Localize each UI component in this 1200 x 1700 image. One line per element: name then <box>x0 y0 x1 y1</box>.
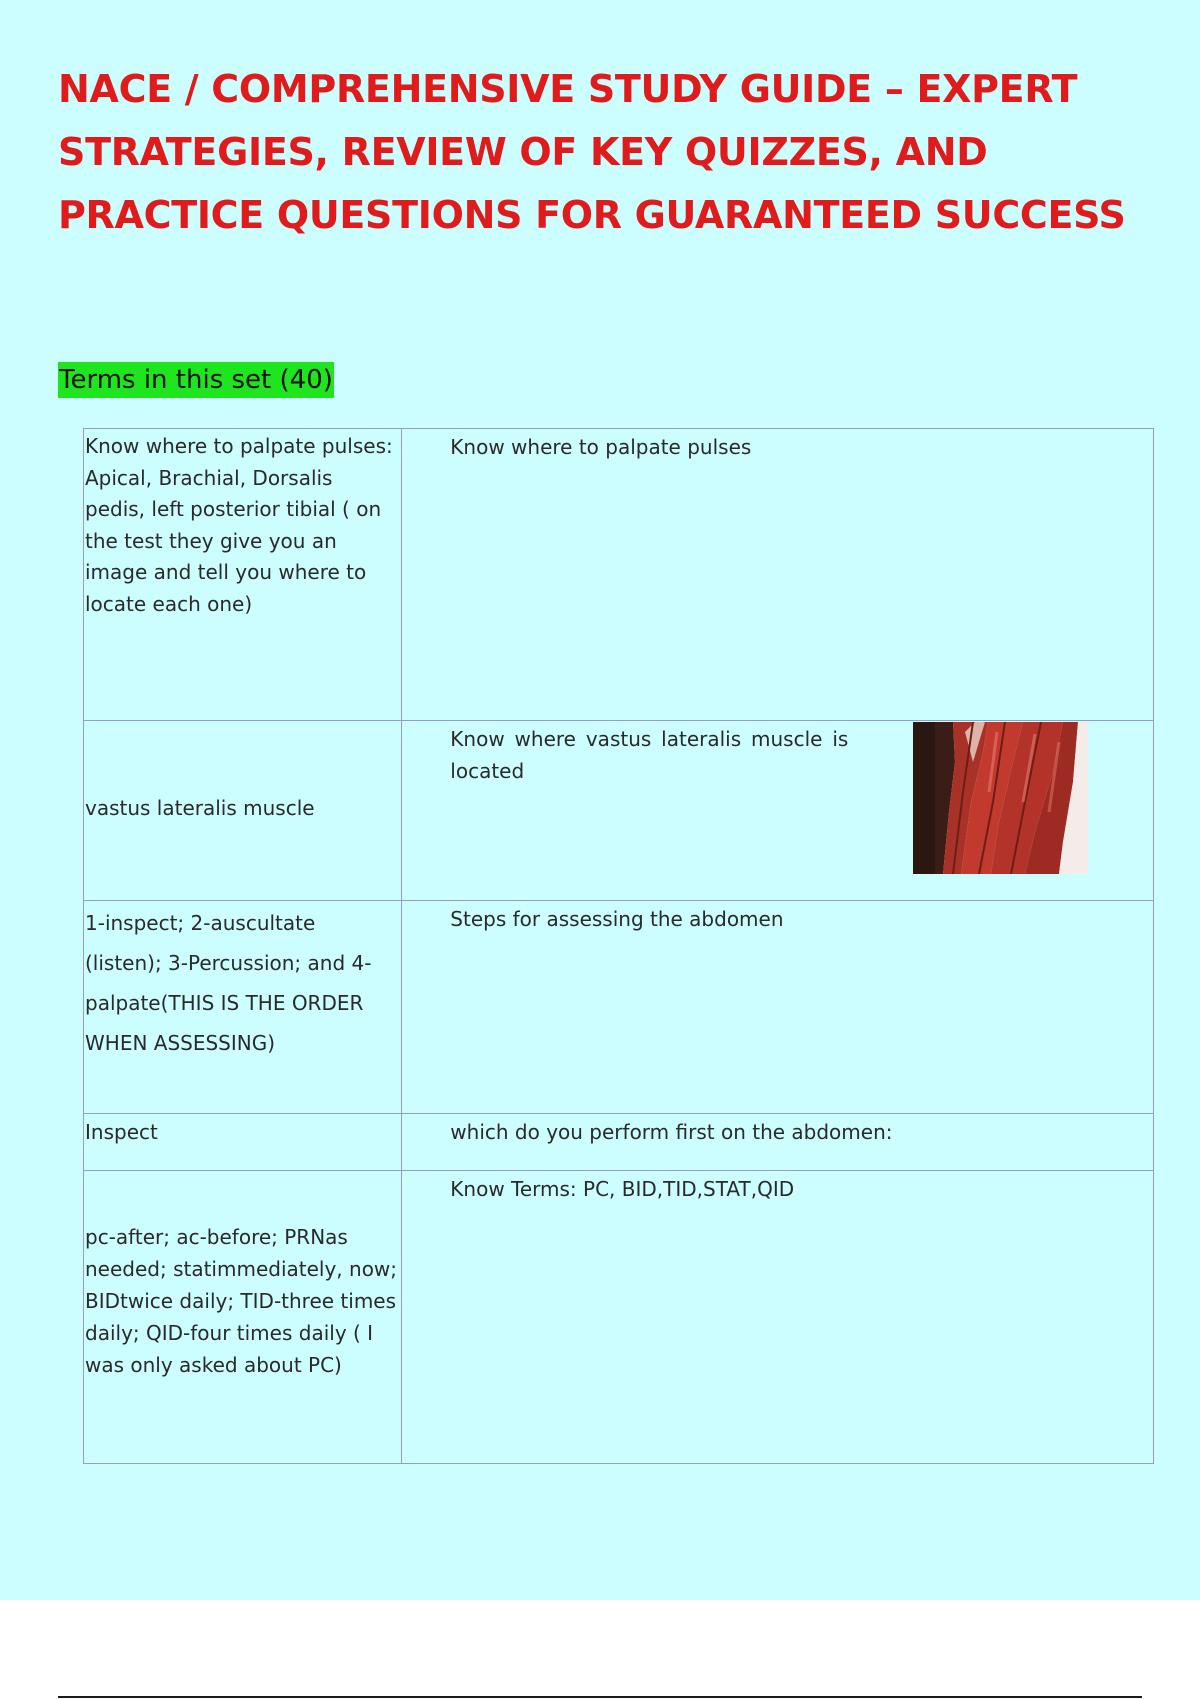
term-cell: vastus lateralis muscle <box>84 721 402 901</box>
definition-cell: Steps for assessing the abdomen <box>402 901 1154 1114</box>
definition-cell <box>402 721 1154 901</box>
term-cell: pc-after; ac-before; PRNas needed; statimmediately, now; BIDtwice daily; TID-three times daily; QID-four times daily ( I was only asked about PC) <box>84 1171 402 1464</box>
definition-text: Know where vastus lateralis muscle is located <box>450 727 849 783</box>
table-row <box>84 429 1154 721</box>
table-row <box>84 901 1154 1114</box>
footer-divider <box>58 1696 1142 1698</box>
definition-cell: Know Terms: PC, BID,TID,STAT,QID <box>402 1171 1154 1464</box>
term-cell: 1-inspect; 2-auscultate (listen); 3-Percussion; and 4-palpate(THIS IS THE ORDER WHEN ASSESSING) <box>84 901 402 1114</box>
thigh-muscle-photo <box>913 722 1088 874</box>
terms-table <box>83 428 1154 1464</box>
term-cell: Know where to palpate pulses: Apical, Brachial, Dorsalis pedis, left posterior tibial ( on the test they give you an image and tell you where to locate each one) <box>84 429 402 721</box>
document-title: NACE / COMPREHENSIVE STUDY GUIDE – EXPERT STRATEGIES, REVIEW OF KEY QUIZZES, AND PRACTICE QUESTIONS FOR GUARANTEED SUCCESS <box>58 67 1126 237</box>
muscle-illustration <box>913 722 1088 874</box>
definition-cell: Know where to palpate pulses <box>402 429 1154 721</box>
table-row <box>84 721 1154 901</box>
term-cell: Inspect <box>84 1114 402 1171</box>
table-row <box>84 1114 1154 1171</box>
terms-count-label: Terms in this set (40) <box>58 362 334 398</box>
definition-cell: which do you perform first on the abdomen: <box>402 1114 1154 1171</box>
table-row <box>84 1171 1154 1464</box>
